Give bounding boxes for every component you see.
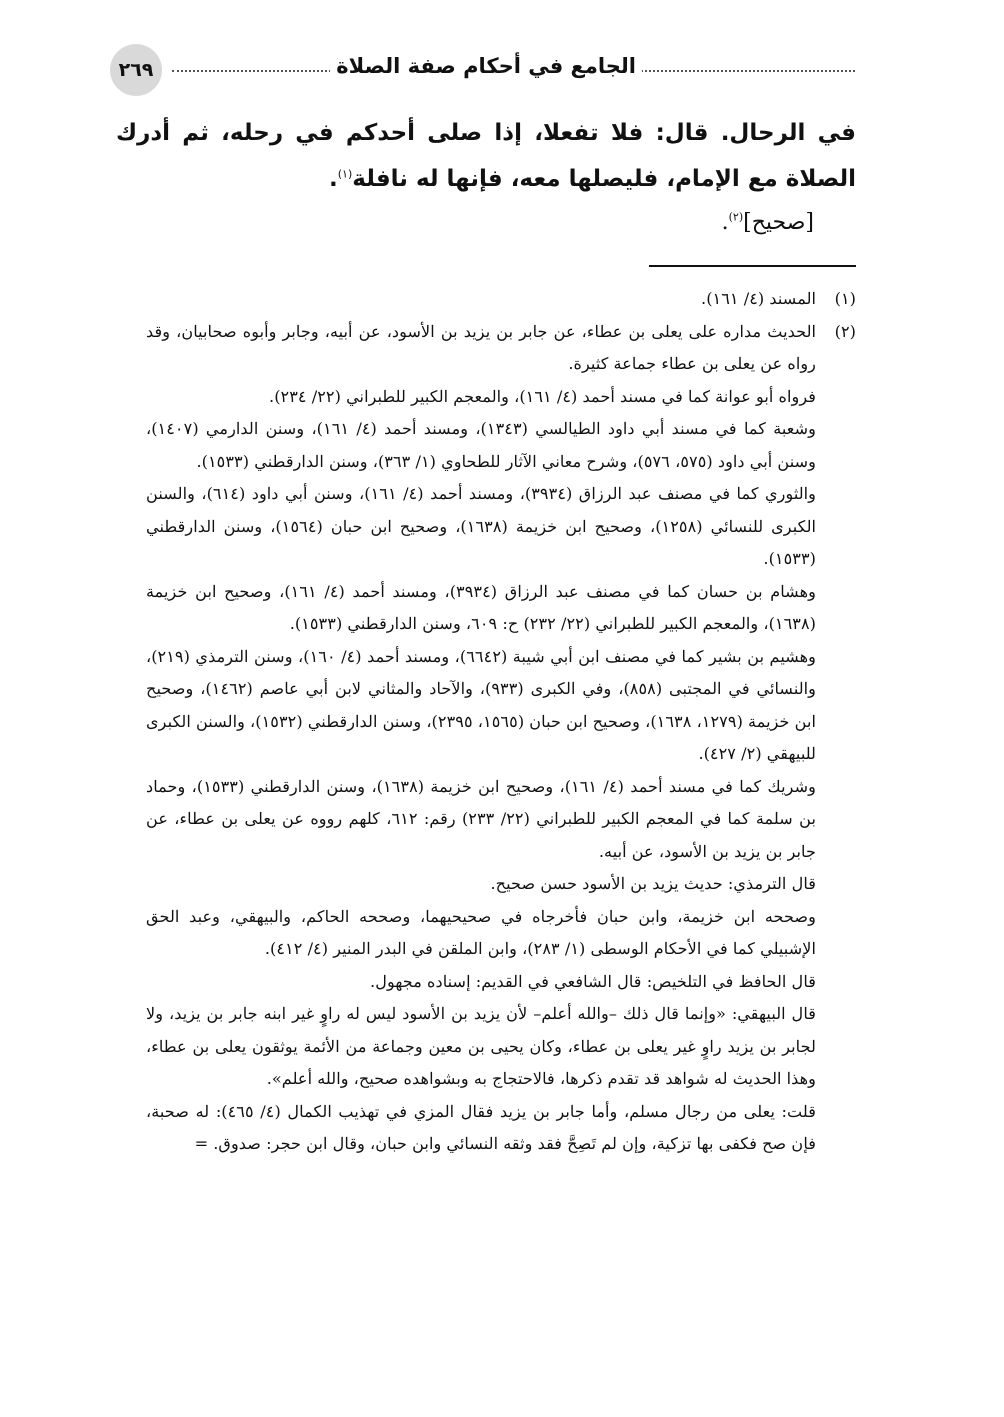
footnote-ref-1[interactable]: (١) bbox=[337, 167, 353, 181]
footnote-paragraph: وصححه ابن خزيمة، وابن حبان فأخرجاه في صحيحيهما، وصححه الحاكم، والبيهقي، وعبد الحق الإشبيلي كما في الأحكام الوسطى (١/ ٢٨٣)، وابن الملقن في البدر المنير (٤/ ٤١٢). bbox=[146, 906, 816, 958]
footnote-paragraph: فرواه أبو عوانة كما في مسند أحمد (٤/ ١٦١)، والمعجم الكبير للطبراني (٢٢/ ٢٣٤). bbox=[269, 386, 816, 406]
footnote-paragraph: وهشام بن حسان كما في مصنف عبد الرزاق (٣٩٣٤)، ومسند أحمد (٤/ ١٦١)، وصحيح ابن خزيمة (١٦٣٨)، والمعجم الكبير للطبراني (٢٢/ ٢٣٢) ح: ٦٠٩، وسنن الدارقطني (١٥٣٣). bbox=[146, 581, 816, 633]
page-number-badge: ٢٦٩ bbox=[110, 44, 162, 96]
grade-period: . bbox=[721, 210, 729, 235]
footnote-1 bbox=[146, 283, 856, 316]
footnote-number: (٢) bbox=[834, 321, 856, 341]
hadith-paragraph bbox=[116, 110, 856, 202]
footnote-text: المسند (٤/ ١٦١). bbox=[701, 289, 816, 308]
hadith-grade bbox=[722, 210, 814, 235]
hadith-end-period: . bbox=[329, 166, 338, 192]
footnote-paragraph: قلت: يعلى من رجال مسلم، وأما جابر بن يزيد فقال المزي في تهذيب الكمال (٤/ ٤٦٥): له صحبة، فإن صح فكفى بها تزكية، وإن لم تَصِحَّ فقد وثقه النسائي وابن حبان، وقال ابن حجر: صدوق. = bbox=[146, 1101, 817, 1153]
footnote-paragraph: الحديث مداره على يعلى بن عطاء، عن جابر بن يزيد بن الأسود، عن أبيه، وجابر وأبوه صحابيان، وقد رواه عن يعلى بن عطاء جماعة كثيرة. bbox=[146, 321, 816, 373]
main-text bbox=[116, 110, 856, 202]
footnote-paragraph: قال البيهقي: «وإنما قال ذلك –والله أعلم– لأن يزيد بن الأسود ليس له راوٍ غير ابنه جابر بن يزيد، ولا لجابر بن يزيد راوٍ غير يعلى بن عطاء، وكان يحيى بن معين وجماعة من الأئمة يوثقون يعلى بن عطاء، وهذا الحديث له شواهد قد تقدم ذكرها، فالاحتجاج به وبشواهده صحيح، والله أعلم». bbox=[146, 1004, 816, 1088]
footnote-paragraph: وشريك كما في مسند أحمد (٤/ ١٦١)، وصحيح ابن خزيمة (١٦٣٨)، وسنن الدارقطني (١٥٣٣)، وحماد بن سلمة كما في المعجم الكبير للطبراني (٢٢/ ٢٣٣) رقم: ٦١٢، كلهم رووه عن يعلى بن عطاء، عن جابر بن يزيد بن الأسود، عن أبيه. bbox=[146, 776, 816, 861]
running-header bbox=[110, 44, 855, 96]
footnote-paragraph: والثوري كما في مصنف عبد الرزاق (٣٩٣٤)، ومسند أحمد (٤/ ١٦١)، وسنن أبي داود (٦١٤)، والسنن الكبرى للنسائي (١٢٥٨)، وصحيح ابن خزيمة (١٦٣٨)، وصحيح ابن حبان (١٥٦٤)، وسنن الدارقطني (١٥٣٣). bbox=[146, 484, 816, 568]
book-title: الجامع في أحكام صفة الصلاة bbox=[330, 54, 642, 78]
footnotes bbox=[146, 283, 856, 1161]
footnote-paragraph: قال الترمذي: حديث يزيد بن الأسود حسن صحيح. bbox=[490, 874, 816, 893]
footnote-ref-2[interactable]: (٢) bbox=[728, 210, 744, 224]
footnote-paragraph: وشعبة كما في مسند أبي داود الطيالسي (١٣٤٣)، ومسند أحمد (٤/ ١٦١)، وسنن الدارمي (١٤٠٧)، وسنن أبي داود (٥٧٥، ٥٧٦)، وشرح معاني الآثار للطحاوي (١/ ٣٦٣)، وسنن الدارقطني (١٥٣٣). bbox=[146, 419, 816, 471]
footnote-separator bbox=[649, 265, 856, 267]
footnote-paragraph: وهشيم بن بشير كما في مصنف ابن أبي شيبة (٦٦٤٢)، ومسند أحمد (٤/ ١٦٠)، وسنن الترمذي (٢١٩)، والنسائي في المجتبى (٨٥٨)، وفي الكبرى (٩٣٣)، والآحاد والمثاني لابن أبي عاصم (١٤٦٢)، وصحيح ابن خزيمة (١٢٧٩، ١٦٣٨)، وصحيح ابن حبان (١٥٦٥، ٢٣٩٥)، وسنن الدارقطني (١٥٣٢)، والسنن الكبرى للبيهقي (٢/ ٤٢٧). bbox=[145, 646, 816, 763]
footnote-paragraph: قال الحافظ في التلخيص: قال الشافعي في القديم: إسناده مجهول. bbox=[370, 971, 816, 991]
grade-label: [صحيح] bbox=[743, 210, 814, 235]
footnote-2 bbox=[146, 316, 856, 1161]
hadith-text: في الرحال. قال: فلا تفعلا، إذا صلى أحدكم في رحله، ثم أدرك الصلاة مع الإمام، فليصلها معه، فإنها له نافلة bbox=[116, 120, 856, 192]
footnote-number: (١) bbox=[834, 289, 856, 308]
